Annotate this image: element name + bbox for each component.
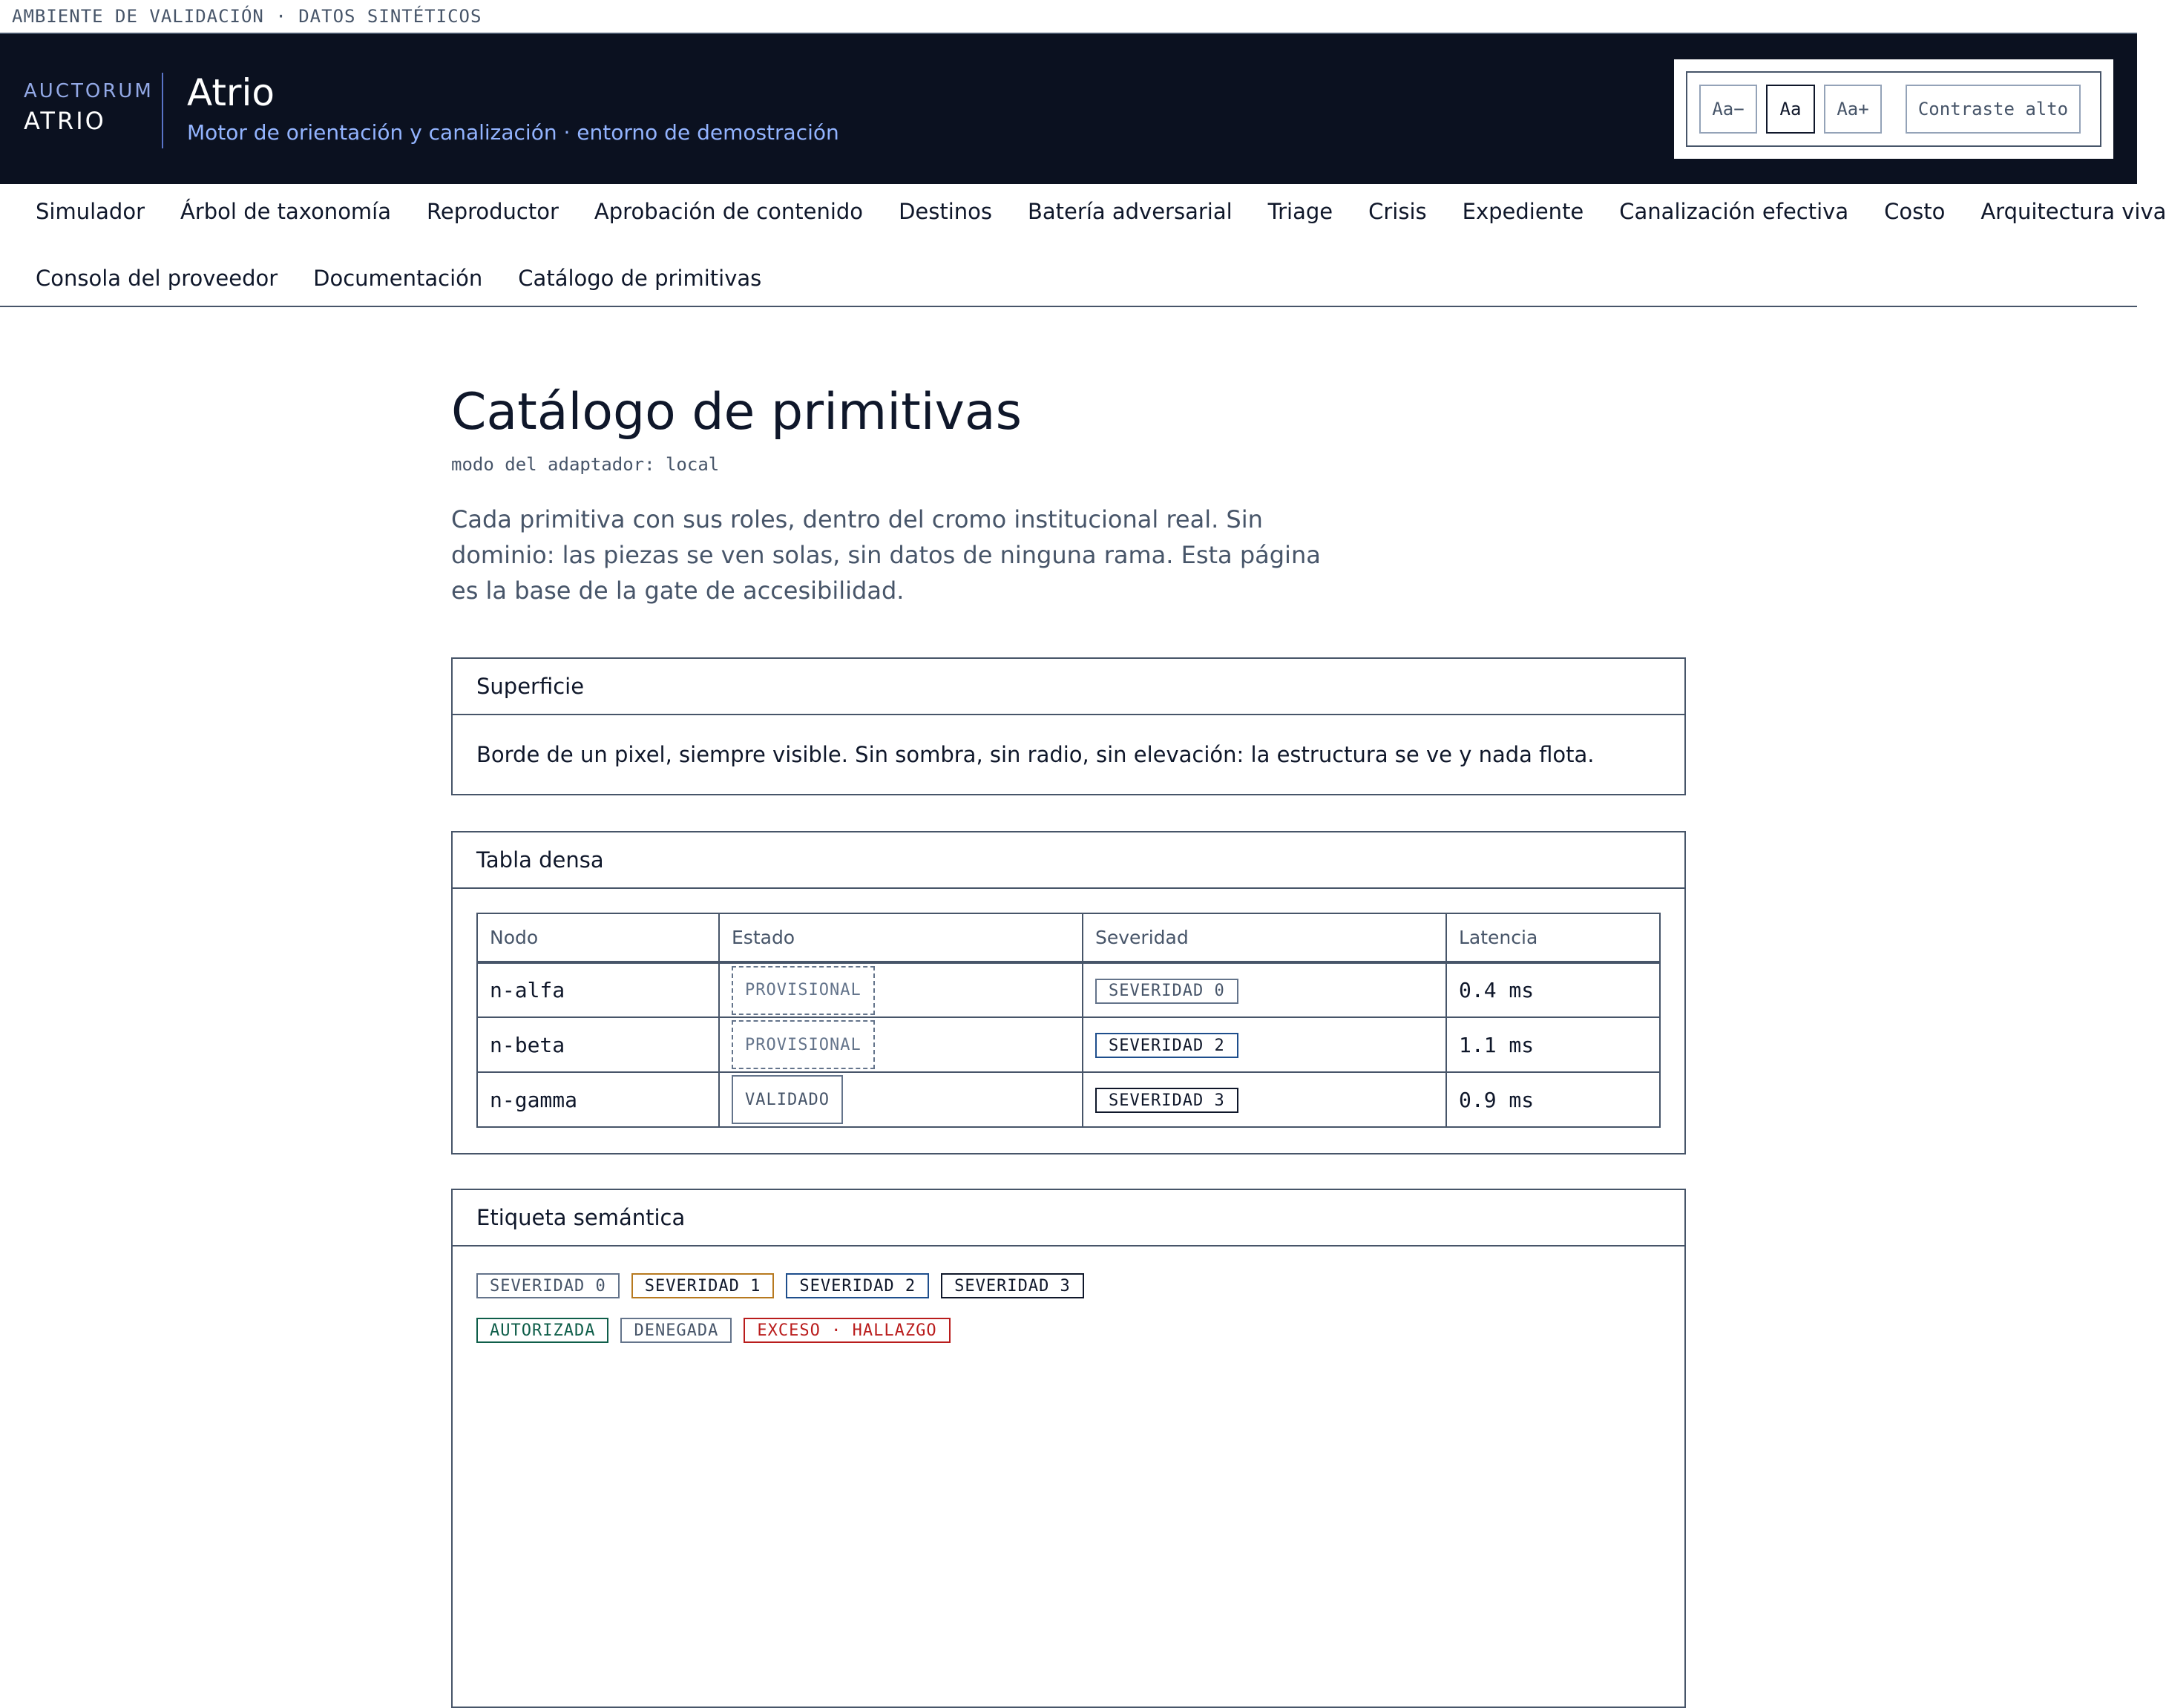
severity-badge: SEVERIDAD 3 xyxy=(1095,1088,1238,1113)
table-row xyxy=(477,1072,1660,1127)
nav-item-triage[interactable]: Triage xyxy=(1267,199,1333,224)
page-title: Catálogo de primitivas xyxy=(451,383,1023,441)
state-badge: PROVISIONAL xyxy=(732,1020,875,1069)
app-subtitle: Motor de orientación y canalización · entorno de demostración xyxy=(187,120,839,145)
brand-logo xyxy=(24,80,154,135)
severity-tag-2: SEVERIDAD 2 xyxy=(786,1273,929,1298)
app-header xyxy=(0,34,2137,184)
nav-item-reproductor[interactable]: Reproductor xyxy=(427,199,559,224)
nav-item-aprobacion-contenido[interactable]: Aprobación de contenido xyxy=(594,199,864,224)
state-cell xyxy=(719,1017,1083,1072)
font-decrease-button[interactable]: Aa− xyxy=(1699,85,1757,134)
status-tag-row xyxy=(476,1318,951,1343)
latency-cell: 1.1 ms xyxy=(1446,1017,1660,1072)
nav-item-arbol-taxonomia[interactable]: Árbol de taxonomía xyxy=(180,199,392,224)
surface-panel xyxy=(451,657,1686,795)
dense-table xyxy=(476,913,1661,1128)
severity-tag-row xyxy=(476,1273,1084,1298)
font-normal-button[interactable]: Aa xyxy=(1766,85,1815,134)
severity-badge: SEVERIDAD 2 xyxy=(1095,1033,1238,1058)
column-header-latencia: Latencia xyxy=(1446,913,1660,962)
severity-tag-1: SEVERIDAD 1 xyxy=(631,1273,775,1298)
node-cell: n-alfa xyxy=(477,962,719,1017)
dense-table-panel xyxy=(451,831,1686,1154)
nav-item-canalizacion-efectiva[interactable]: Canalización efectiva xyxy=(1619,199,1849,224)
nav-item-expediente[interactable]: Expediente xyxy=(1462,199,1584,224)
excess-finding-tag: EXCESO · HALLAZGO xyxy=(744,1318,950,1343)
high-contrast-button[interactable]: Contraste alto xyxy=(1906,85,2081,134)
nav-item-bateria-adversarial[interactable]: Batería adversarial xyxy=(1028,199,1233,224)
nav-item-catalogo-primitivas[interactable]: Catálogo de primitivas xyxy=(518,266,762,291)
denied-tag: DENEGADA xyxy=(620,1318,732,1343)
brand-bottom-text: ATRIO xyxy=(24,107,106,135)
surface-panel-body: Borde de un pixel, siempre visible. Sin sombra, sin radio, sin elevación: la estructura se ve y nada flota. xyxy=(476,742,1595,767)
column-header-severidad: Severidad xyxy=(1083,913,1446,962)
table-row xyxy=(477,1017,1660,1072)
nav-item-crisis[interactable]: Crisis xyxy=(1368,199,1427,224)
state-cell xyxy=(719,962,1083,1017)
display-controls xyxy=(1674,59,2113,159)
nav-item-costo[interactable]: Costo xyxy=(1884,199,1946,224)
state-badge: PROVISIONAL xyxy=(732,966,875,1015)
latency-cell: 0.9 ms xyxy=(1446,1072,1660,1127)
column-header-estado: Estado xyxy=(719,913,1083,962)
severity-badge: SEVERIDAD 0 xyxy=(1095,979,1238,1004)
node-cell: n-gamma xyxy=(477,1072,719,1127)
nav-item-consola-proveedor[interactable]: Consola del proveedor xyxy=(36,266,278,291)
state-badge: VALIDADO xyxy=(732,1075,843,1124)
nav-item-destinos[interactable]: Destinos xyxy=(899,199,993,224)
nav-item-arquitectura-viva[interactable]: Arquitectura viva xyxy=(1980,199,2166,224)
page-intro: Cada primitiva con sus roles, dentro del cromo institucional real. Sin dominio: las piezas se ven solas, sin datos de ninguna rama. Esta página es la base de la gate de accesibilidad. xyxy=(451,505,1321,605)
latency-cell: 0.4 ms xyxy=(1446,962,1660,1017)
table-header-row xyxy=(477,913,1660,962)
severity-tag-3: SEVERIDAD 3 xyxy=(941,1273,1084,1298)
surface-panel-heading: Superficie xyxy=(453,659,1684,715)
environment-banner: AMBIENTE DE VALIDACIÓN · DATOS SINTÉTICOS xyxy=(0,0,2137,34)
semantic-tags-heading: Etiqueta semántica xyxy=(453,1190,1684,1246)
adapter-mode: modo del adaptador: local xyxy=(451,454,720,475)
main-navigation xyxy=(0,184,2166,307)
semantic-tags-panel xyxy=(451,1189,1686,1708)
table-row xyxy=(477,962,1660,1017)
state-cell xyxy=(719,1072,1083,1127)
authorized-tag: AUTORIZADA xyxy=(476,1318,608,1343)
severity-cell xyxy=(1083,1072,1446,1127)
app-title: Atrio xyxy=(187,71,275,114)
brand-top-text: AUCTORUM xyxy=(24,80,154,102)
nav-item-simulador[interactable]: Simulador xyxy=(36,199,145,224)
nav-item-documentacion[interactable]: Documentación xyxy=(313,266,483,291)
column-header-nodo: Nodo xyxy=(477,913,719,962)
severity-cell xyxy=(1083,962,1446,1017)
brand-divider xyxy=(162,73,163,148)
severity-cell xyxy=(1083,1017,1446,1072)
node-cell: n-beta xyxy=(477,1017,719,1072)
font-increase-button[interactable]: Aa+ xyxy=(1824,85,1882,134)
severity-tag-0: SEVERIDAD 0 xyxy=(476,1273,620,1298)
dense-table-heading: Tabla densa xyxy=(453,832,1684,889)
